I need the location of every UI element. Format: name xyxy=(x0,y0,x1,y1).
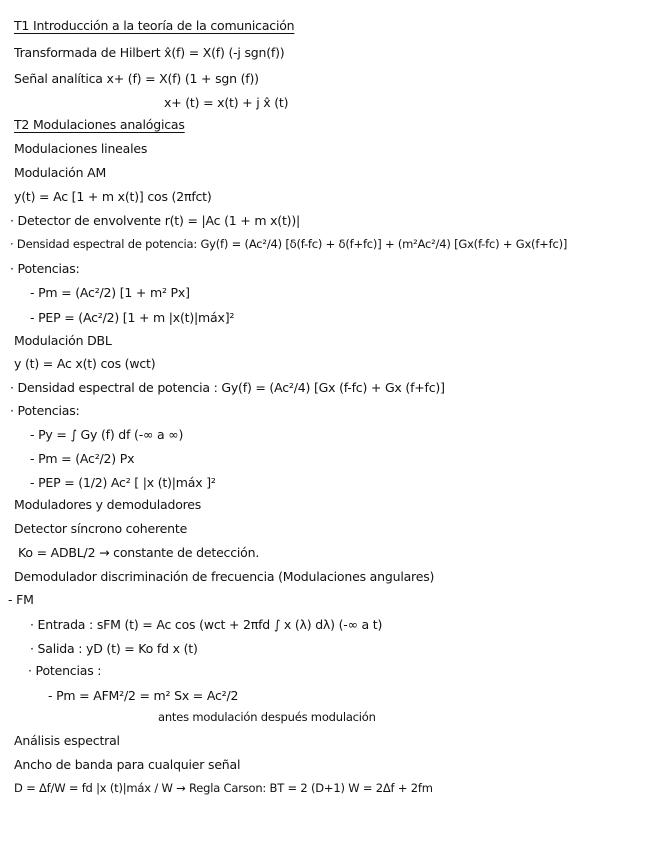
ko-constant: Ko = ADBL/2 → constante de detección. xyxy=(18,545,260,560)
dbl-psd: · Densidad espectral de potencia : Gy(f) = (Ac²/4) [Gx (f-fc) + Gx (f+fc)] xyxy=(10,380,445,395)
fm-powers-label: · Potencias : xyxy=(28,663,102,678)
carson-rule: D = Δf/W = fd |x (t)|máx / W → Regla Carson: BT = 2 (D+1) W = 2Δf + 2fm xyxy=(14,781,433,795)
heading-dbl: Modulación DBL xyxy=(14,333,112,348)
section-title-t1: T1 Introducción a la teoría de la comunicación xyxy=(14,18,295,33)
dbl-pm: - Pm = (Ac²/2) Px xyxy=(30,451,135,466)
fm-input: · Entrada : sFM (t) = Ac cos (wct + 2πfd ∫ x (λ) dλ) (-∞ a t) xyxy=(30,617,383,632)
am-pep: - PEP = (Ac²/2) [1 + m |x(t)|máx]² xyxy=(30,310,235,325)
am-equation: y(t) = Ac [1 + m x(t)] cos (2πfct) xyxy=(14,189,212,204)
dbl-pep: - PEP = (1/2) Ac² [ |x (t)|máx ]² xyxy=(30,475,216,490)
am-powers-label: · Potencias: xyxy=(10,261,80,276)
heading-sync-detector: Detector síncrono coherente xyxy=(14,521,188,536)
section-title-t2: T2 Modulaciones analógicas xyxy=(14,117,185,132)
fm-output: · Salida : yD (t) = Ko fd x (t) xyxy=(30,641,198,656)
fm-pm: - Pm = AFM²/2 = m² Sx = Ac²/2 xyxy=(48,688,239,703)
heading-mod-demod: Moduladores y demoduladores xyxy=(14,497,202,512)
analytic-signal-line: Señal analítica x+ (f) = X(f) (1 + sgn (f)) xyxy=(14,71,259,86)
envelope-detector: · Detector de envolvente r(t) = |Ac (1 + m x(t))| xyxy=(10,213,301,228)
am-psd: · Densidad espectral de potencia: Gy(f) = (Ac²/4) [δ(f-fc) + δ(f+fc)] + (m²Ac²/4) [Gx(f-fc) + Gx(f+fc)] xyxy=(10,237,568,251)
heading-linear-modulations: Modulaciones lineales xyxy=(14,141,148,156)
heading-bandwidth: Ancho de banda para cualquier señal xyxy=(14,757,241,772)
heading-am: Modulación AM xyxy=(14,165,107,180)
heading-fm: - FM xyxy=(8,592,34,607)
hilbert-line: Transformada de Hilbert x̂(f) = X(f) (-j sgn(f)) xyxy=(14,45,285,60)
heading-freq-discriminator: Demodulador discriminación de frecuencia (Modulaciones angulares) xyxy=(14,569,435,584)
dbl-powers-label: · Potencias: xyxy=(10,403,80,418)
am-pm: - Pm = (Ac²/2) [1 + m² Px] xyxy=(30,285,190,300)
dbl-equation: y (t) = Ac x(t) cos (wct) xyxy=(14,356,156,371)
analytic-signal-time-line: x+ (t) = x(t) + j x̂ (t) xyxy=(164,95,289,110)
fm-pm-annotation: antes modulación después modulación xyxy=(158,710,376,724)
dbl-py: - Py = ∫ Gy (f) df (-∞ a ∞) xyxy=(30,427,184,442)
heading-spectral-analysis: Análisis espectral xyxy=(14,733,120,748)
